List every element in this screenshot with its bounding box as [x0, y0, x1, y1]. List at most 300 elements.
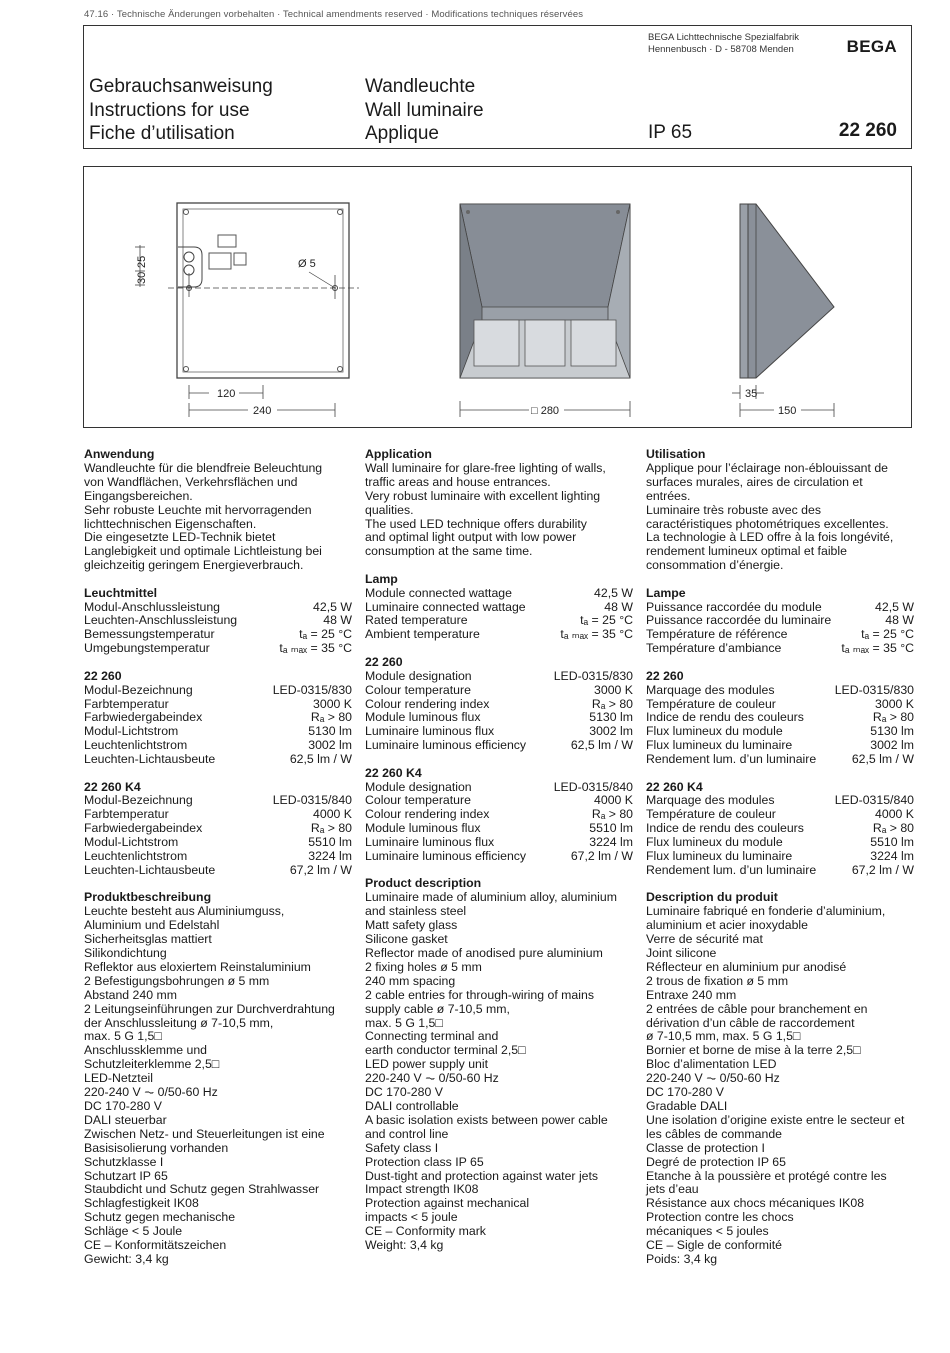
- spec-value: Rₐ > 80: [310, 710, 352, 725]
- variant-840-section-row: [646, 864, 914, 878]
- product-description-section-line: DALI controllable: [365, 1098, 459, 1113]
- spec-value: 5510 lm: [870, 835, 914, 850]
- variant-840-section-row: [365, 850, 633, 864]
- column-english: [365, 448, 633, 1266]
- application-section-line: caractéristiques photométriques excellentes.: [646, 516, 889, 531]
- dim-30-label: 30: [136, 271, 148, 284]
- product-description-section-heading: Product description: [365, 876, 482, 891]
- product-description-section-line: Résistance aux chocs mécaniques IK08: [646, 1196, 865, 1211]
- variant-830-section-row: [646, 684, 914, 698]
- spec-value: 4000 K: [594, 793, 633, 808]
- spec-label: Température de référence: [646, 627, 788, 642]
- product-description-section: [646, 891, 914, 1266]
- product-description-section-line: 2 trous de fixation ø 5 mm: [646, 973, 789, 988]
- spec-label: Luminaire luminous efficiency: [365, 849, 527, 864]
- spec-value: Rₐ > 80: [872, 821, 914, 836]
- spec-label: Colour temperature: [365, 793, 471, 808]
- spec-value: 42,5 W: [313, 599, 352, 614]
- variant-830-section-row: [84, 698, 352, 712]
- dim-25-label: 25: [136, 255, 148, 268]
- application-section-line: and optimal light output with low power: [365, 530, 577, 545]
- variant-840-section-row: [646, 836, 914, 850]
- spec-label: Module designation: [365, 668, 472, 683]
- spec-label: Puissance raccordée du module: [646, 599, 822, 614]
- spec-value: 48 W: [885, 613, 914, 628]
- spec-label: Bemessungstemperatur: [84, 627, 215, 642]
- product-description-section-line: Bloc d’alimentation LED: [646, 1057, 777, 1072]
- spec-label: Leuchten-Lichtausbeute: [84, 862, 216, 877]
- product-description-section-line: Schutz gegen mechanische: [84, 1210, 236, 1225]
- variant-830-section-row: [365, 725, 633, 739]
- product-description-section-line: 220-240 V ⏦ 0/50-60 Hz: [84, 1085, 218, 1100]
- spec-value: 42,5 W: [875, 599, 914, 614]
- spec-value: LED-0315/830: [553, 668, 633, 683]
- spec-label: Flux lumineux du luminaire: [646, 849, 793, 864]
- variant-830-section-row: [84, 753, 352, 767]
- spec-value: Rₐ > 80: [872, 710, 914, 725]
- spec-label: Leuchtenlichtstrom: [84, 849, 188, 864]
- product-description-section-line: 240 mm spacing: [365, 973, 456, 988]
- elevation-view-drawing: [460, 204, 630, 417]
- application-section-line: Wandleuchte für die blendfreie Beleuchtung: [84, 460, 323, 475]
- product-description-section-line: Protection against mechanical: [365, 1196, 530, 1211]
- bega-logo: BEGA: [846, 37, 897, 56]
- lamp-section-row: [365, 628, 633, 642]
- product-description-section-line: Connecting terminal and: [365, 1029, 499, 1044]
- spec-value: tₐ = 25 °C: [861, 627, 914, 642]
- variant-830-section-row: [646, 711, 914, 725]
- product-description-section-line: and stainless steel: [365, 904, 467, 919]
- spec-label: Colour rendering index: [365, 807, 490, 822]
- spec-value: LED-0315/840: [272, 793, 352, 808]
- spec-value: 62,5 lm / W: [289, 752, 352, 767]
- product-description-section-line: CE – Sigle de conformité: [646, 1238, 783, 1253]
- spec-value: 48 W: [323, 613, 352, 628]
- application-section-line: surfaces murales, aires de circulation et: [646, 474, 863, 489]
- product-title-en: Wall luminaire: [365, 99, 484, 121]
- product-description-section-line: 2 entrées de câble pour branchement en: [646, 1001, 868, 1016]
- application-section-line: qualities.: [365, 502, 414, 517]
- spec-label: Module designation: [365, 779, 472, 794]
- lamp-section-row: [84, 628, 352, 642]
- spec-label: Rated temperature: [365, 613, 468, 628]
- spec-label: Umgebungstemperatur: [84, 641, 210, 656]
- spec-value: 5510 lm: [308, 835, 352, 850]
- lamp-section-row: [84, 601, 352, 615]
- product-description-section-line: supply cable ø 7-10,5 mm,: [365, 1001, 510, 1016]
- spec-value: 3224 lm: [308, 849, 352, 864]
- product-description-section-line: Bornier et borne de mise à la terre 2,5□: [646, 1043, 861, 1058]
- product-description-section-line: les câbles de commande: [646, 1126, 783, 1141]
- lamp-section-row: [84, 614, 352, 628]
- application-section-line: lichttechnischen Eigenschaften.: [84, 516, 257, 531]
- spec-value: Rₐ > 80: [310, 821, 352, 836]
- revision-note: 47.16 · Technische Änderungen vorbehalten · Technical amendments reserved · Modifications techniques réservées: [84, 9, 584, 20]
- variant-830-section-heading: 22 260: [646, 668, 684, 683]
- protection-rating: IP 65: [648, 122, 693, 143]
- spec-value: 5510 lm: [589, 821, 633, 836]
- lamp-section-row: [84, 642, 352, 656]
- spec-label: Luminaire luminous flux: [365, 835, 495, 850]
- variant-840-section-row: [646, 808, 914, 822]
- product-description-section-line: ø 7-10,5 mm, max. 5 G 1,5□: [646, 1029, 801, 1044]
- application-section-line: Applique pour l’éclairage non-éblouissant de: [646, 460, 889, 475]
- spec-label: Flux lumineux du module: [646, 835, 783, 850]
- product-description-section-line: Safety class I: [365, 1140, 439, 1155]
- application-section-line: Luminaire très robuste avec des: [646, 502, 821, 517]
- application-section-line: von Wandflächen, Verkehrsflächen und: [84, 474, 298, 489]
- spec-value: 4000 K: [313, 807, 352, 822]
- spec-value: LED-0315/840: [553, 779, 633, 794]
- application-section: [84, 448, 352, 573]
- variant-840-section-row: [84, 836, 352, 850]
- variant-830-section-row: [84, 739, 352, 753]
- spec-label: Marquage des modules: [646, 682, 775, 697]
- product-description-section-line: Luminaire made of aluminium alloy, aluminium: [365, 890, 617, 905]
- spec-label: Indice de rendu des couleurs: [646, 821, 804, 836]
- product-description-section-line: Weight: 3,4 kg: [365, 1238, 444, 1253]
- product-description-section: [84, 891, 352, 1266]
- dim-35-label: 35: [745, 388, 758, 400]
- product-description-section-line: Leuchte besteht aus Aluminiumguss,: [84, 904, 285, 919]
- doc-title-en: Instructions for use: [89, 99, 250, 121]
- spec-value: 67,2 lm / W: [851, 862, 914, 877]
- product-description-section-heading: Description du produit: [646, 890, 778, 905]
- product-description-section-line: DC 170-280 V: [365, 1085, 443, 1100]
- product-description-section-line: Protection class IP 65: [365, 1154, 484, 1169]
- company-name: BEGA Lichttechnische Spezialfabrik: [648, 32, 800, 43]
- spec-value: tₐ ₘₐₓ = 35 °C: [279, 641, 352, 656]
- product-description-section-line: Silicone gasket: [365, 932, 448, 947]
- spec-label: Modul-Lichtstrom: [84, 835, 179, 850]
- product-description-section-line: Luminaire fabriqué en fonderie d’aluminium,: [646, 904, 886, 919]
- application-section-line: entrées.: [646, 488, 691, 503]
- application-section-line: gleichzeitig geringem Energieverbrauch.: [84, 558, 304, 573]
- application-section-line: traffic areas and house entrances.: [365, 474, 551, 489]
- lamp-section-row: [365, 614, 633, 628]
- product-description-section-line: der Anschlussleitung ø 7-10,5 mm,: [84, 1015, 274, 1030]
- doc-title-fr: Fiche d’utilisation: [89, 123, 235, 144]
- variant-840-section-heading: 22 260 K4: [646, 779, 703, 794]
- application-section-line: Wall luminaire for glare-free lighting of walls,: [365, 460, 606, 475]
- product-description-section-line: aluminium et acier inoxydable: [646, 918, 808, 933]
- spec-label: Farbtemperatur: [84, 696, 169, 711]
- application-section-line: Eingangsbereichen.: [84, 488, 193, 503]
- product-description-section-line: Gewicht: 3,4 kg: [84, 1251, 169, 1266]
- product-description-section-line: Sicherheitsglas mattiert: [84, 932, 212, 947]
- product-title: [365, 75, 484, 146]
- spec-value: 5130 lm: [870, 724, 914, 739]
- spec-value: 5130 lm: [308, 724, 352, 739]
- product-description-section-line: Verre de sécurité mat: [646, 932, 763, 947]
- variant-840-section-row: [365, 822, 633, 836]
- variant-840-section-row: [365, 794, 633, 808]
- product-description-section-line: Zwischen Netz- und Steuerleitungen ist eine: [84, 1126, 325, 1141]
- product-description-section-line: Dust-tight and protection against water jets: [365, 1168, 599, 1183]
- front-view-drawing: [135, 203, 359, 417]
- company-location: Hennenbusch · D - 58708 Menden: [648, 44, 794, 55]
- spec-label: Colour temperature: [365, 682, 471, 697]
- product-description-section-line: mécaniques < 5 joules: [646, 1224, 769, 1239]
- product-description-section-line: A basic isolation exists between power cable: [365, 1112, 608, 1127]
- column-french: [646, 448, 914, 1280]
- document-title: [89, 75, 273, 146]
- application-section-heading: Application: [365, 447, 432, 461]
- lamp-section-row: [646, 642, 914, 656]
- variant-830-section-row: [84, 684, 352, 698]
- spec-value: 3000 K: [313, 696, 352, 711]
- spec-value: 67,2 lm / W: [570, 849, 633, 864]
- product-description-section-line: jets d’eau: [646, 1182, 699, 1197]
- company-address: [648, 32, 799, 56]
- product-description-section-line: Protection contre les chocs: [646, 1210, 794, 1225]
- product-description-section-line: LED power supply unit: [365, 1057, 489, 1072]
- product-description-section-line: Silikondichtung: [84, 946, 167, 960]
- variant-830-section-row: [646, 739, 914, 753]
- product-description-section-line: DC 170-280 V: [646, 1085, 724, 1100]
- variant-840-section-row: [84, 822, 352, 836]
- spec-label: Puissance raccordée du luminaire: [646, 613, 832, 628]
- spec-value: 3000 K: [594, 682, 633, 697]
- product-description-section-line: 2 Leitungseinführungen zur Durchverdrahtung: [84, 1001, 335, 1016]
- spec-value: 48 W: [604, 599, 633, 614]
- variant-840-section-row: [84, 794, 352, 808]
- application-section-line: rendement lumineux optimal et faible: [646, 544, 847, 559]
- dim-280-label: □ 280: [531, 405, 560, 417]
- product-description-section-line: Degré de protection IP 65: [646, 1154, 786, 1169]
- lamp-section-row: [365, 601, 633, 615]
- product-description-section-line: Reflektor aus eloxiertem Reinstaluminium: [84, 959, 311, 974]
- product-description-section-line: Reflector made of anodised pure aluminium: [365, 946, 603, 960]
- variant-840-section-row: [646, 850, 914, 864]
- document-header: [83, 25, 912, 149]
- spec-value: 3000 K: [875, 696, 914, 711]
- spec-value: LED-0315/840: [834, 793, 914, 808]
- spec-value: 5130 lm: [589, 710, 633, 725]
- application-section-line: Die eingesetzte LED-Technik bietet: [84, 530, 276, 545]
- spec-label: Luminaire luminous efficiency: [365, 738, 527, 753]
- product-description-section-line: 2 cable entries for through-wiring of mains: [365, 987, 594, 1002]
- lamp-section: [646, 587, 914, 657]
- spec-value: 3002 lm: [589, 724, 633, 739]
- spec-label: Modul-Anschlussleistung: [84, 599, 221, 614]
- product-description-section-line: dérivation d’un câble de raccordement: [646, 1015, 855, 1030]
- variant-830-section-row: [365, 698, 633, 712]
- lamp-section-heading: Leuchtmittel: [84, 585, 158, 600]
- spec-value: Rₐ > 80: [591, 807, 633, 822]
- spec-label: Indice de rendu des couleurs: [646, 710, 804, 725]
- application-section: [646, 448, 914, 573]
- lamp-section-row: [646, 628, 914, 642]
- variant-840-section-row: [365, 781, 633, 795]
- variant-840-section: [84, 781, 352, 878]
- product-description-section-line: Schlagfestigkeit IK08: [84, 1196, 199, 1211]
- lamp-section-row: [646, 614, 914, 628]
- product-description-section-line: Aluminium und Edelstahl: [84, 918, 220, 933]
- product-description-section-line: Impact strength IK08: [365, 1182, 479, 1197]
- variant-830-section-row: [84, 711, 352, 725]
- spec-label: Flux lumineux du module: [646, 724, 783, 739]
- spec-label: Température de couleur: [646, 807, 776, 822]
- hole-diameter-label: Ø 5: [298, 258, 316, 270]
- spec-value: 62,5 lm / W: [851, 752, 914, 767]
- variant-830-section-row: [365, 711, 633, 725]
- variant-830-section-row: [365, 739, 633, 753]
- dimension-drawings: [84, 167, 913, 429]
- application-section-heading: Utilisation: [646, 447, 706, 461]
- lamp-section: [84, 587, 352, 657]
- application-section-line: consumption at the same time.: [365, 544, 533, 559]
- product-description-section-line: Abstand 240 mm: [84, 987, 177, 1002]
- application-section-line: The used LED technique offers durability: [365, 516, 587, 531]
- variant-840-section-heading: 22 260 K4: [365, 765, 422, 780]
- spec-label: Ambient temperature: [365, 627, 480, 642]
- spec-value: 3002 lm: [870, 738, 914, 753]
- product-description-section-line: CE – Konformitätszeichen: [84, 1238, 227, 1253]
- spec-label: Farbtemperatur: [84, 807, 169, 822]
- variant-830-section: [646, 670, 914, 767]
- spec-value: tₐ = 25 °C: [580, 613, 633, 628]
- technical-drawing: [83, 166, 912, 428]
- application-section-line: consommation d’énergie.: [646, 558, 784, 573]
- variant-830-section: [84, 670, 352, 767]
- spec-label: Farbwiedergabeindex: [84, 710, 203, 725]
- spec-label: Module luminous flux: [365, 821, 481, 836]
- dim-240-label: 240: [253, 405, 272, 417]
- product-description-section-line: Staubdicht und Schutz gegen Strahlwasser: [84, 1182, 320, 1197]
- variant-830-section-row: [646, 753, 914, 767]
- spec-label: Rendement lum. d’un luminaire: [646, 752, 817, 767]
- lamp-section: [365, 573, 633, 643]
- variant-840-section-heading: 22 260 K4: [84, 779, 141, 794]
- spec-value: tₐ = 25 °C: [299, 627, 352, 642]
- variant-830-section-heading: 22 260: [84, 668, 122, 683]
- product-description-section-line: impacts < 5 joule: [365, 1210, 458, 1225]
- lamp-section-row: [365, 587, 633, 601]
- variant-830-section: [365, 656, 633, 753]
- product-description-section-line: Classe de protection I: [646, 1140, 765, 1155]
- spec-value: tₐ ₘₐₓ = 35 °C: [841, 641, 914, 656]
- product-description-section-heading: Produktbeschreibung: [84, 890, 212, 905]
- spec-value: tₐ ₘₐₓ = 35 °C: [560, 627, 633, 642]
- application-section: [365, 448, 633, 559]
- product-description-section-line: 2 fixing holes ø 5 mm: [365, 959, 482, 974]
- product-description-section-line: earth conductor terminal 2,5□: [365, 1043, 526, 1058]
- spec-label: Luminaire luminous flux: [365, 724, 495, 739]
- variant-830-section-row: [84, 725, 352, 739]
- spec-label: Colour rendering index: [365, 696, 490, 711]
- spec-label: Température d’ambiance: [646, 641, 782, 656]
- spec-label: Leuchten-Anschlussleistung: [84, 613, 238, 628]
- spec-value: 4000 K: [875, 807, 914, 822]
- spec-label: Module connected wattage: [365, 585, 512, 600]
- product-description-section-line: Schutzart IP 65: [84, 1168, 168, 1183]
- dim-120-label: 120: [217, 388, 236, 400]
- variant-830-section-row: [646, 698, 914, 712]
- application-section-heading: Anwendung: [84, 447, 155, 461]
- variant-840-section: [646, 781, 914, 878]
- product-description-section-line: Poids: 3,4 kg: [646, 1251, 718, 1266]
- spec-label: Marquage des modules: [646, 793, 775, 808]
- product-description-section-line: CE – Conformity mark: [365, 1224, 486, 1239]
- variant-840-section: [365, 767, 633, 864]
- spec-label: Flux lumineux du luminaire: [646, 738, 793, 753]
- side-view-drawing: [732, 204, 834, 417]
- variant-840-section-row: [365, 808, 633, 822]
- variant-830-section-heading: 22 260: [365, 654, 403, 669]
- product-description-section-line: DALI steuerbar: [84, 1112, 167, 1127]
- product-description-section-line: max. 5 G 1,5□: [365, 1015, 443, 1030]
- variant-840-section-row: [84, 808, 352, 822]
- lamp-section-heading: Lamp: [365, 571, 398, 586]
- spec-label: Leuchtenlichtstrom: [84, 738, 188, 753]
- application-section-line: Langlebigkeit und optimale Lichtleistung bei: [84, 544, 322, 559]
- product-description-section-line: Entraxe 240 mm: [646, 987, 737, 1002]
- product-description-section-line: 220-240 V ⏦ 0/50-60 Hz: [646, 1071, 780, 1086]
- variant-840-section-row: [365, 836, 633, 850]
- spec-label: Farbwiedergabeindex: [84, 821, 203, 836]
- spec-label: Luminaire connected wattage: [365, 599, 526, 614]
- application-section-line: La technologie à LED offre à la fois longévité,: [646, 530, 894, 545]
- dim-150-label: 150: [778, 405, 797, 417]
- product-description-section-line: Etanche à la poussière et protégé contre les: [646, 1168, 887, 1183]
- spec-value: 3224 lm: [589, 835, 633, 850]
- product-description-section-line: max. 5 G 1,5□: [84, 1029, 162, 1044]
- product-title-fr: Applique: [365, 123, 439, 144]
- product-description-section-line: Basisisolierung vorhanden: [84, 1140, 229, 1155]
- product-description-section-line: Joint silicone: [646, 946, 717, 960]
- spec-value: LED-0315/830: [834, 682, 914, 697]
- doc-title-de: Gebrauchsanweisung: [89, 76, 273, 97]
- product-description-section-line: DC 170-280 V: [84, 1098, 162, 1113]
- product-description-section-line: Une isolation d’origine existe entre le secteur et: [646, 1112, 905, 1127]
- variant-830-section-row: [365, 684, 633, 698]
- spec-label: Modul-Bezeichnung: [84, 682, 193, 697]
- product-description-section-line: 2 Befestigungsbohrungen ø 5 mm: [84, 973, 270, 988]
- spec-value: 3002 lm: [308, 738, 352, 753]
- product-description-section-line: and control line: [365, 1126, 449, 1141]
- variant-840-section-row: [84, 850, 352, 864]
- product-title-de: Wandleuchte: [365, 76, 476, 97]
- variant-840-section-row: [84, 864, 352, 878]
- product-description-section-line: Réflecteur en aluminium pur anodisé: [646, 959, 847, 974]
- article-number: 22 260: [838, 120, 897, 141]
- product-description-section-line: 220-240 V ⏦ 0/50-60 Hz: [365, 1071, 499, 1086]
- spec-value: 67,2 lm / W: [289, 862, 352, 877]
- spec-value: LED-0315/830: [272, 682, 352, 697]
- product-description-section-line: Schutzklasse I: [84, 1154, 164, 1169]
- variant-840-section-row: [646, 794, 914, 808]
- spec-label: Modul-Bezeichnung: [84, 793, 193, 808]
- application-section-line: Sehr robuste Leuchte mit hervorragenden: [84, 502, 312, 517]
- spec-value: 42,5 W: [594, 585, 633, 600]
- spec-label: Température de couleur: [646, 696, 776, 711]
- variant-830-section-row: [365, 670, 633, 684]
- variant-830-section-row: [646, 725, 914, 739]
- spec-label: Leuchten-Lichtausbeute: [84, 752, 216, 767]
- product-description-section-line: LED-Netzteil: [84, 1071, 154, 1086]
- application-section-line: Very robust luminaire with excellent lighting: [365, 488, 601, 503]
- spec-value: 62,5 lm / W: [570, 738, 633, 753]
- product-description-section-line: Matt safety glass: [365, 918, 458, 933]
- product-description-section-line: Schutzleiterklemme 2,5□: [84, 1057, 220, 1072]
- spec-label: Module luminous flux: [365, 710, 481, 725]
- spec-label: Rendement lum. d’un luminaire: [646, 862, 817, 877]
- spec-value: 3224 lm: [870, 849, 914, 864]
- product-description-section-line: Schläge < 5 Joule: [84, 1224, 183, 1239]
- product-description-section-line: Anschlussklemme und: [84, 1043, 208, 1058]
- lamp-section-row: [646, 601, 914, 615]
